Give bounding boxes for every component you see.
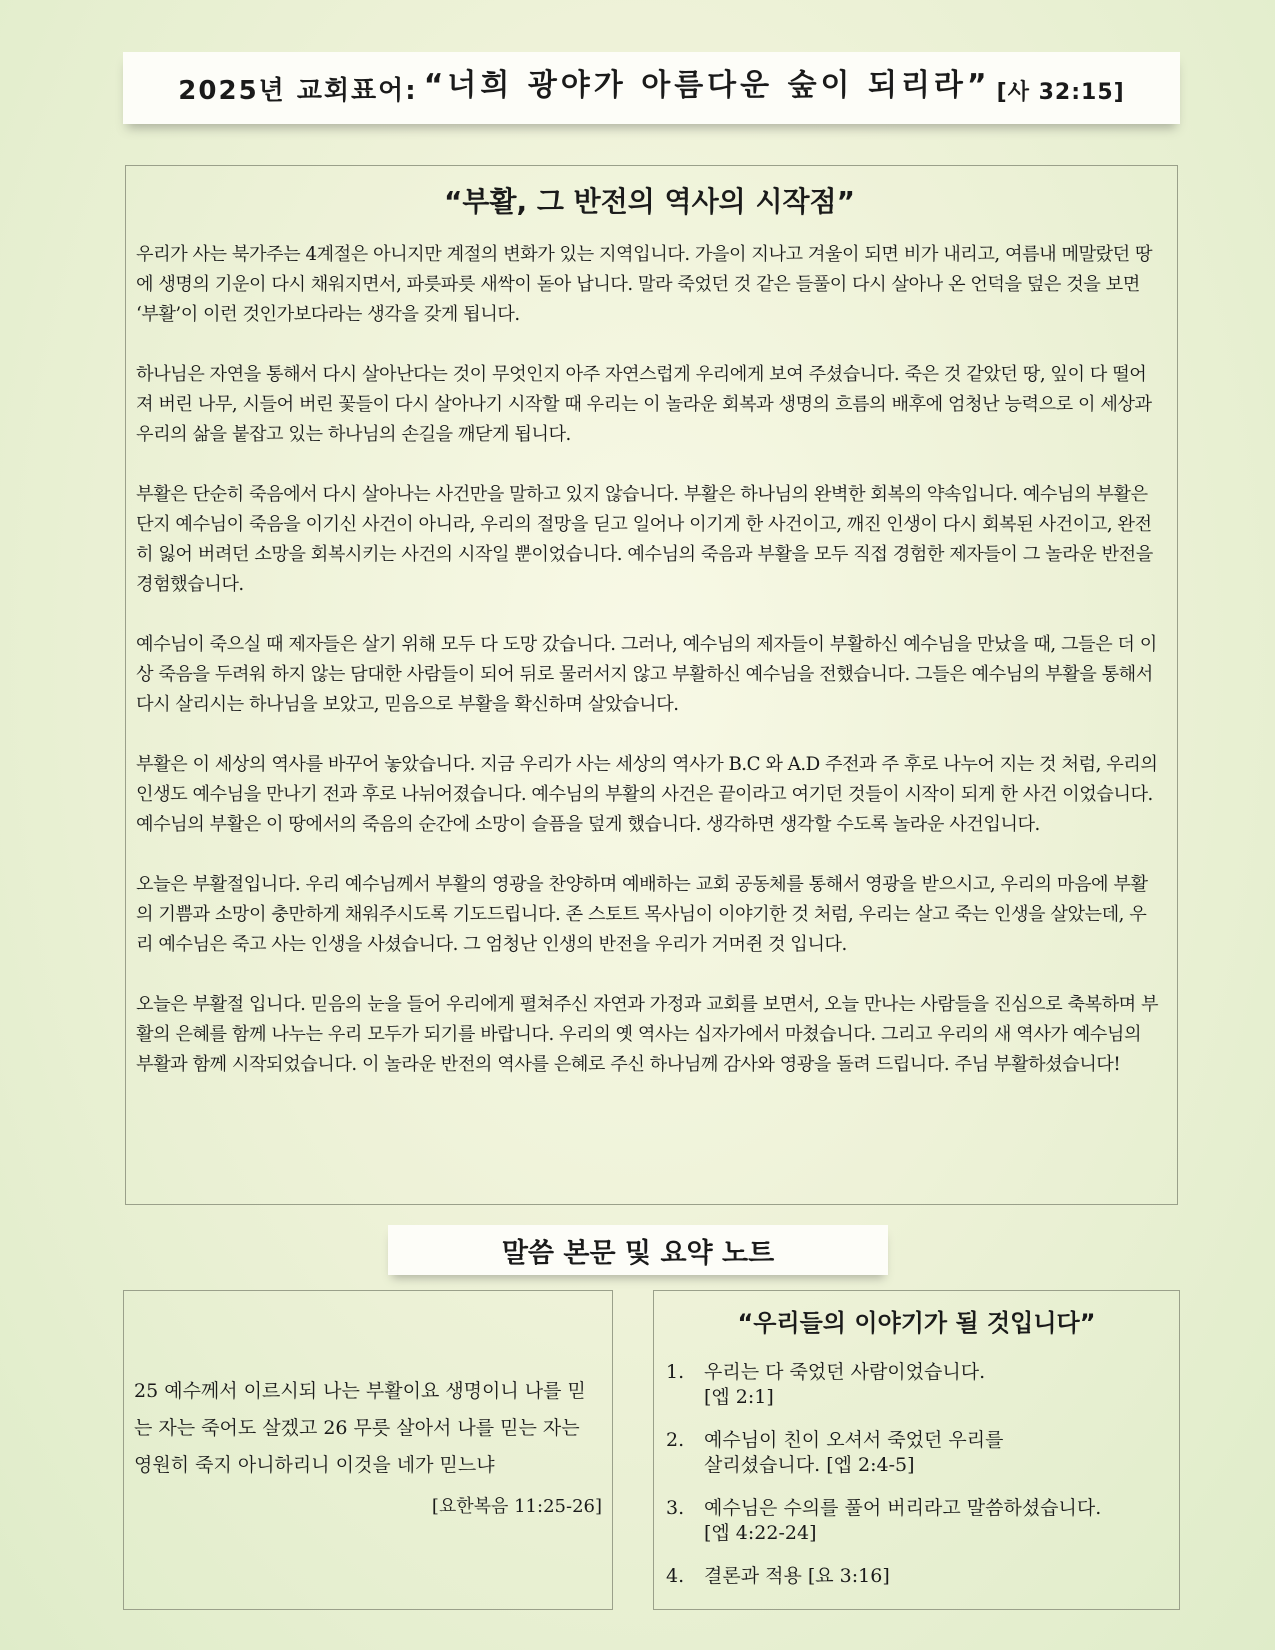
scripture-box: [123, 1290, 613, 1610]
article-box: [125, 165, 1178, 1205]
note-text: 예수님은 수의를 풀어 버리라고 말씀하셨습니다.: [704, 1497, 1102, 1519]
note-reference: 살리셨습니다. [엡 2:4-5]: [704, 1454, 915, 1476]
article-paragraph: 부활은 단순히 죽음에서 다시 살아나는 사건만을 말하고 있지 않습니다. 부활은 하나님의 완벽한 회복의 약속입니다. 예수님의 부활은 단지 예수님이 죽음을 이기신 사건이 아니라, 우리의 절망을 딛고 일어나 이기게 한 사건이고, 깨진 인생이 다시 회복된 사건이고, 완전히 잃어 버려던 소망을 회복시키는 사건의 시작일 뿐이었습니다. 예수님의 죽음과 부활을 모두 직접 경험한 제자들이 그 놀라운 반전을 경험했습니다.: [136, 484, 1153, 595]
article-paragraph: 오늘은 부활절 입니다. 믿음의 눈을 들어 우리에게 펼쳐주신 자연과 가정과 교회를 보면서, 오늘 만나는 사람들을 진심으로 축복하며 부활의 은혜를 함께 나누는 우리 모두가 되기를 바랍니다. 우리의 옛 역사는 십자가에서 마쳤습니다. 그리고 우리의 새 역사가 예수님의 부활과 함께 시작되었습니다. 이 놀라운 반전의 역사를 은혜로 주신 하나님께 감사와 영광을 돌려 드립니다. 주님 부활하셨습니다!: [136, 994, 1159, 1075]
notes-list: [666, 1360, 1167, 1589]
article-title: “부활, 그 반전의 역사의 시작점”: [443, 185, 855, 218]
note-number: 1.: [666, 1361, 685, 1383]
note-number: 4.: [666, 1565, 685, 1587]
motto-text: “너희 광야가 아름다운 숲이 되리라”: [423, 68, 991, 103]
note-item: [666, 1428, 1167, 1478]
article-paragraph: 우리가 사는 북가주는 4계절은 아니지만 계절의 변화가 있는 지역입니다. 가을이 지나고 겨울이 되면 비가 내리고, 여름내 메말랐던 땅에 생명의 기운이 다시 채워지면서, 파릇파릇 새싹이 돋아 납니다. 말라 죽었던 것 같은 들풀이 다시 살아나 온 언덕을 덮은 것을 보면 ‘부활’이 이런 것인가보다라는 생각을 갖게 됩니다.: [136, 244, 1153, 325]
note-item: [666, 1496, 1167, 1546]
scripture-reference: [요한복음 11:25-26]: [431, 1496, 602, 1517]
article-paragraph: 하나님은 자연을 통해서 다시 살아난다는 것이 무엇인지 아주 자연스럽게 우리에게 보여 주셨습니다. 죽은 것 같았던 땅, 잎이 다 떨어져 버린 나무, 시들어 버린 꽃들이 다시 살아나기 시작할 때 우리는 이 놀라운 회복과 생명의 흐름의 배후에 엄청난 능력으로 이 세상과 우리의 삶을 붙잡고 있는 하나님의 손길을 깨닫게 됩니다.: [136, 364, 1152, 445]
note-text: 우리는 다 죽었던 사람이었습니다.: [704, 1361, 986, 1383]
motto-year-label: 2025년 교회표어:: [178, 75, 418, 106]
motto-reference: [사 32:15]: [996, 79, 1125, 105]
section-title: 말씀 본문 및 요약 노트: [388, 1225, 888, 1275]
note-text: 결론과 적용 [요 3:16]: [704, 1565, 890, 1587]
article-paragraph: 부활은 이 세상의 역사를 바꾸어 놓았습니다. 지금 우리가 사는 세상의 역사가 B.C 와 A.D 주전과 주 후로 나누어 지는 것 처럼, 우리의 인생도 예수님을 만나기 전과 후로 나뉘어졌습니다. 예수님의 부활의 사건은 끝이라고 여기던 것들이 시작이 되게 한 사건 이었습니다. 예수님의 부활은 이 땅에서의 죽음의 순간에 소망이 슬픔을 덮게 했습니다. 생각하면 생각할 수도록 놀라운 사건입니다.: [136, 754, 1158, 835]
note-number: 3.: [666, 1497, 685, 1519]
scripture-text: 25 예수께서 이르시되 나는 부활이요 생명이니 나를 믿는 자는 죽어도 살겠고 26 무릇 살아서 나를 믿는 자는 영원히 죽지 아니하리니 이것을 네가 믿느냐: [134, 1380, 586, 1476]
notes-title: “우리들의 이야기가 될 것입니다”: [737, 1309, 1096, 1337]
note-reference: [엡 2:1]: [704, 1386, 774, 1408]
note-item: [666, 1360, 1167, 1410]
note-number: 2.: [666, 1429, 685, 1451]
notes-box: [653, 1290, 1180, 1610]
note-reference: [엡 4:22-24]: [704, 1522, 817, 1544]
motto-banner: [123, 52, 1180, 124]
note-text: 예수님이 친이 오셔서 죽었던 우리를: [704, 1429, 1004, 1451]
article-paragraph: 오늘은 부활절입니다. 우리 예수님께서 부활의 영광을 찬양하며 예배하는 교회 공동체를 통해서 영광을 받으시고, 우리의 마음에 부활의 기쁨과 소망이 충만하게 채워주시도록 기도드립니다. 존 스토트 목사님이 이야기한 것 처럼, 우리는 살고 죽는 인생을 살았는데, 우리 예수님은 죽고 사는 인생을 사셨습니다. 그 엄청난 인생의 반전을 우리가 거머쥔 것 입니다.: [136, 874, 1148, 955]
note-item: [666, 1564, 1167, 1589]
article-paragraph: 예수님이 죽으실 때 제자들은 살기 위해 모두 다 도망 갔습니다. 그러나, 예수님의 제자들이 부활하신 예수님을 만났을 때, 그들은 더 이상 죽음을 두려워 하지 않는 담대한 사람들이 되어 뒤로 물러서지 않고 부활하신 예수님을 전했습니다. 그들은 예수님의 부활을 통해서 다시 살리시는 하나님을 보았고, 믿음으로 부활을 확신하며 살았습니다.: [136, 634, 1157, 715]
